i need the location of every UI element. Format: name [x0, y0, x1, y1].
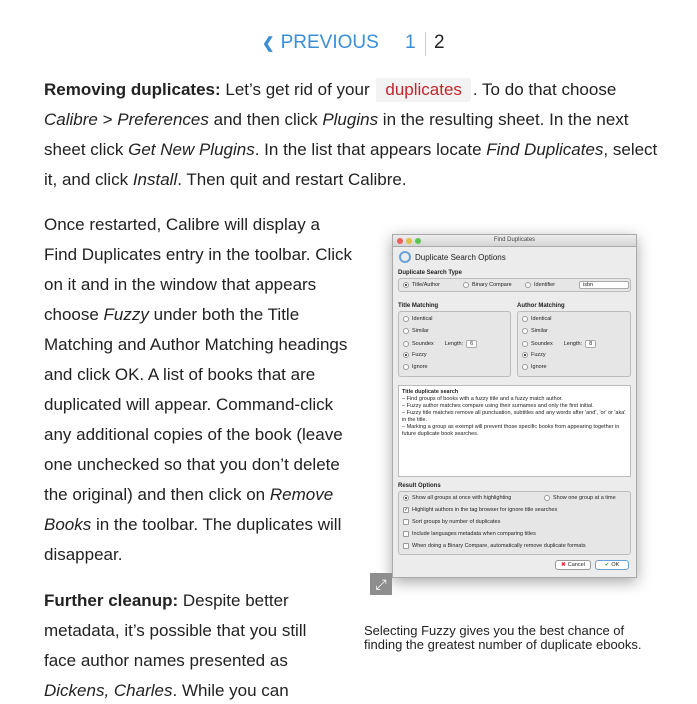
type-binary	[463, 282, 512, 288]
option-label: Similar	[531, 328, 548, 334]
title-matching-label: Title Matching	[398, 303, 439, 309]
cancel-icon: ✖	[561, 562, 566, 568]
radio-icon	[463, 282, 469, 288]
description-line: – Fuzzy author matches compare using their surnames and only the first initial.	[402, 403, 594, 409]
option-label: Identifier	[534, 282, 556, 288]
author-ignore	[522, 364, 547, 370]
page-2-current: 2	[434, 32, 445, 53]
text: , select it, and click	[44, 140, 658, 189]
description-line: – Fuzzy title matches remove all punctuation, subtitles and any words after 'and', 'or' or 'aka' in the title.	[402, 410, 626, 423]
radio-icon	[403, 364, 409, 370]
option-label: Fuzzy	[531, 352, 546, 358]
checkbox-icon	[403, 519, 409, 525]
description-box	[398, 385, 631, 477]
radio-icon	[522, 316, 528, 322]
chevron-left-icon: ❮	[262, 35, 275, 52]
dialog-ok-button	[595, 560, 629, 570]
type-identifier	[525, 282, 555, 288]
opt-highlight	[403, 507, 557, 513]
paragraph-removing-duplicates	[44, 75, 674, 195]
previous-link[interactable]	[262, 32, 379, 54]
title-matching-group	[398, 311, 511, 377]
expand-image-icon[interactable]: ⤢	[370, 573, 392, 595]
option-label: Include languages metadata when comparing titles	[412, 531, 536, 537]
option-label: Soundex	[412, 341, 434, 347]
option-label: Binary Compare	[472, 282, 512, 288]
text: under both the Title Matching and Author Matching headings and click OK. A list of books that are duplicated will appear. Command-click any additional copies of the book (leave one unchecked so that you don’t delete the original) and then click on	[44, 305, 348, 504]
radio-icon	[403, 316, 409, 322]
find-duplicates-screenshot	[392, 234, 637, 578]
dialog-heading-text: Duplicate Search Options	[415, 252, 506, 262]
window-titlebar	[393, 235, 636, 247]
description-line: – Marking a group as exempt will prevent those specific books from appearing together in future duplicate book searches.	[402, 424, 620, 437]
result-options-group	[398, 491, 631, 555]
text-italic: Find Duplicates	[486, 140, 604, 159]
text: in the toolbar. The duplicates will disappear.	[44, 515, 342, 564]
paragraph-once-restarted	[44, 210, 354, 570]
checkbox-checked-icon: ✓	[404, 507, 409, 513]
length-value: 6	[466, 340, 477, 348]
magnifier-icon	[399, 251, 411, 263]
page-1-link[interactable]: 1	[405, 32, 416, 53]
option-label: Soundex	[531, 341, 553, 347]
option-label: Title/Author	[412, 282, 440, 288]
opt-binary-remove	[403, 543, 586, 549]
title-fuzzy	[403, 352, 427, 358]
text-italic: Preferences	[117, 110, 209, 129]
option-label: Sort groups by number of duplicates	[412, 519, 501, 525]
check-icon: ✔	[604, 562, 610, 568]
title-ignore	[403, 364, 428, 370]
option-label: Identical	[531, 316, 552, 322]
author-identical	[522, 316, 552, 322]
duplicates-tag-link[interactable]: duplicates	[376, 78, 471, 102]
identifier-value: isbn	[579, 281, 629, 289]
title-identical	[403, 316, 433, 322]
page-divider	[425, 32, 426, 56]
cancel-label: Cancel	[567, 562, 585, 568]
text: >	[97, 110, 118, 129]
option-label: Show one group at a time	[553, 495, 616, 501]
identifier-select	[579, 281, 629, 289]
title-soundex	[403, 340, 477, 348]
author-matching-group	[517, 311, 631, 377]
radio-icon	[403, 341, 409, 347]
text: in the resulting sheet. In the next sheet click	[44, 110, 629, 159]
radio-selected-icon	[522, 352, 528, 358]
text-italic: Install	[132, 170, 178, 189]
previous-label: PREVIOUS	[280, 32, 379, 53]
text: and then click	[208, 110, 323, 129]
lead-removing-duplicates: Removing duplicates:	[44, 80, 221, 99]
description-title: Title duplicate search	[402, 389, 459, 395]
text-italic: Get New Plugins	[128, 140, 255, 159]
type-title-author	[403, 282, 440, 288]
option-label: Highlight authors in the tag browser for ignore title searches	[412, 507, 558, 513]
dialog-heading	[399, 251, 506, 263]
radio-icon	[525, 282, 531, 288]
radio-icon	[544, 495, 550, 501]
text: . In the list that appears locate	[254, 140, 487, 159]
opt-show-all	[403, 495, 511, 501]
text: . Then quit and restart Calibre.	[177, 170, 407, 189]
author-matching-label: Author Matching	[517, 303, 565, 309]
radio-icon	[522, 341, 528, 347]
text: . While you can	[172, 681, 289, 700]
text: . To do that choose	[472, 80, 617, 99]
length-label: Length:	[563, 341, 583, 347]
radio-selected-icon	[403, 282, 409, 288]
search-type-group	[398, 278, 631, 292]
text: Let’s get rid of your	[220, 80, 375, 99]
radio-icon	[403, 328, 409, 334]
radio-icon	[522, 364, 528, 370]
window-title: Find Duplicates	[493, 237, 536, 243]
author-fuzzy	[522, 352, 546, 358]
radio-icon	[522, 328, 528, 334]
text-italic: Remove Books	[44, 485, 334, 534]
dialog-cancel-button	[555, 560, 591, 570]
opt-languages	[403, 531, 536, 537]
figure-caption: Selecting Fuzzy gives you the best chance of finding the greatest number of duplicate ebooks.	[364, 623, 642, 652]
radio-selected-icon	[403, 495, 409, 501]
text: Once restarted, Calibre will display a Find Duplicates entry in the toolbar. Click on it and in the window that appears choose	[44, 215, 353, 324]
option-label: Ignore	[531, 364, 547, 370]
author-similar	[522, 328, 548, 334]
result-options-label: Result Options	[398, 483, 441, 489]
checkbox-icon	[403, 543, 409, 549]
text-italic: Fuzzy	[103, 305, 149, 324]
author-soundex	[522, 340, 596, 348]
length-label: Length:	[444, 341, 464, 347]
lead-further-cleanup: Further cleanup:	[44, 591, 179, 610]
title-similar	[403, 328, 429, 334]
pagination	[0, 32, 697, 56]
search-type-label: Duplicate Search Type	[398, 270, 462, 276]
option-label: Identical	[412, 316, 433, 322]
length-value: 8	[585, 340, 596, 348]
paragraph-further-cleanup	[44, 586, 334, 704]
option-label: When doing a Binary Compare, automatically remove duplicate formats	[412, 543, 586, 549]
description-line: – Find groups of books with a fuzzy title and a fuzzy match author.	[402, 396, 563, 402]
text-italic: Calibre	[44, 110, 98, 129]
text: Despite better metadata, it’s possible that you still face author names presented as	[44, 591, 307, 670]
option-label: Similar	[412, 328, 429, 334]
option-label: Show all groups at once with highlighting	[412, 495, 512, 501]
text-italic: Dickens, Charles	[44, 681, 173, 700]
option-label: Fuzzy	[412, 352, 427, 358]
radio-selected-icon	[403, 352, 409, 358]
opt-show-one	[544, 495, 616, 501]
checkbox-icon	[403, 531, 409, 537]
opt-sort	[403, 519, 500, 525]
text-italic: Plugins	[322, 110, 379, 129]
ok-label: OK	[611, 562, 620, 568]
option-label: Ignore	[412, 364, 428, 370]
